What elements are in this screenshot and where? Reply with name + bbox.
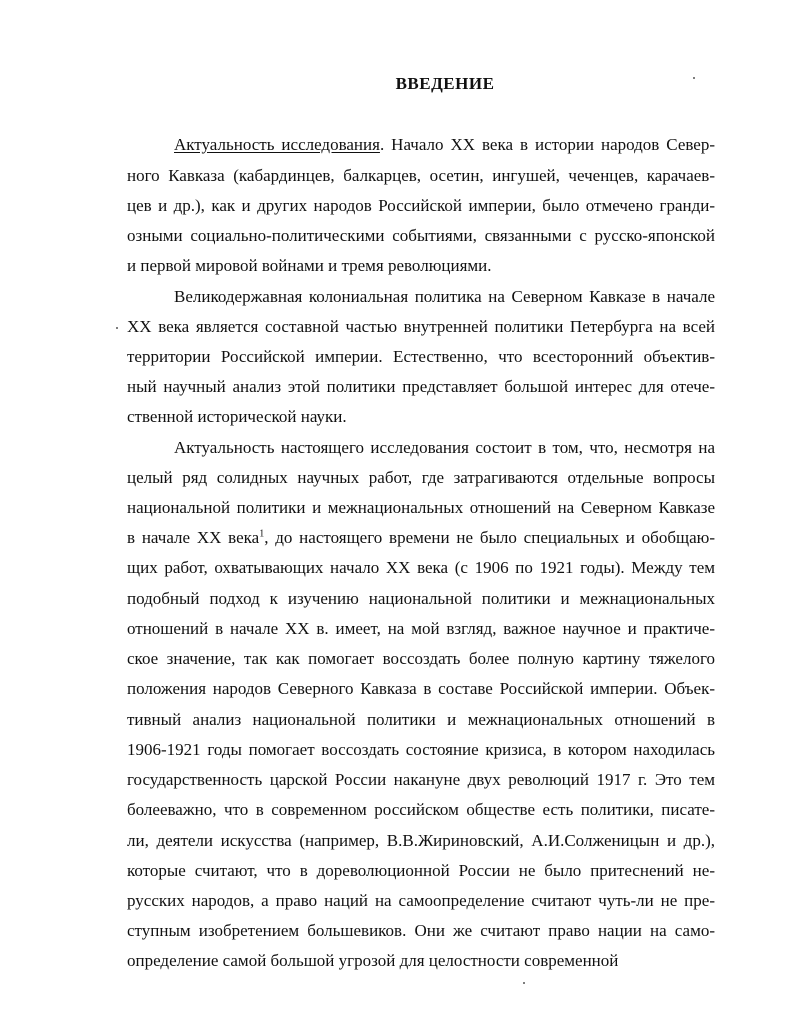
- scan-speck: [523, 982, 525, 984]
- text-line: русских народов, а право наций на самоопределение считают чуть-ли не пре-: [127, 891, 715, 910]
- scan-speck: [116, 327, 118, 329]
- text-span: в начале XX века: [127, 528, 260, 547]
- section-heading-underlined: Актуальность исследования: [174, 135, 380, 154]
- text-line: определение самой большой угрозой для целостности современной: [127, 951, 619, 970]
- text-line: щих работ, охватывающих начало XX века (с 1906 по 1921 годы). Между тем: [127, 558, 715, 577]
- text-line: 1906-1921 годы помогает воссоздать состояние кризиса, в котором находилась: [127, 740, 715, 759]
- text-line: тивный анализ национальной политики и межнациональных отношений в: [127, 710, 715, 729]
- text-line: [174, 135, 715, 155]
- text-line: и первой мировой войнами и тремя революциями.: [127, 256, 492, 275]
- text-line: ступным изобретением большевиков. Они же считают право нации на само-: [127, 921, 715, 940]
- text-line: болееважно, что в современном российском обществе есть политики, писате-: [127, 800, 715, 819]
- text-line: ли, деятели искусства (например, В.В.Жириновский, А.И.Солженицын и др.),: [127, 831, 715, 850]
- text-line: ственной исторической науки.: [127, 407, 347, 426]
- scan-speck: [693, 77, 695, 79]
- page-title: ВВЕДЕНИЕ: [395, 74, 495, 93]
- text-line: территории Российской империи. Естественно, что всесторонний объектив-: [127, 347, 715, 366]
- text-span: , до настоящего времени не было специальных и обобщаю-: [264, 528, 715, 547]
- text-line: подобный подход к изучению национальной политики и межнациональных: [127, 589, 715, 608]
- text-line: XX века является составной частью внутренней политики Петербурга на всей: [127, 317, 715, 336]
- text-line: ного Кавказа (кабардинцев, балкарцев, осетин, ингушей, чеченцев, карачаев-: [127, 166, 715, 185]
- text-line: отношений в начале XX в. имеет, на мой взгляд, важное научное и практиче-: [127, 619, 715, 638]
- text-line: которые считают, что в дореволюционной России не было притеснений не-: [127, 861, 715, 880]
- text-line: ный научный анализ этой политики представляет большой интерес для отече-: [127, 377, 715, 396]
- text-line: Великодержавная колониальная политика на Северном Кавказе в начале: [174, 287, 715, 306]
- text-line: цев и др.), как и других народов Российской империи, было отмечено гранди-: [127, 196, 715, 215]
- footnote-marker: 1: [259, 528, 265, 540]
- text-line: ское значение, так как помогает воссоздать более полную картину тяжелого: [127, 649, 715, 668]
- text-span: . Начало XX века в истории народов Север-: [379, 135, 715, 154]
- text-line: Актуальность настоящего исследования состоит в том, что, несмотря на: [174, 438, 715, 457]
- text-line: целый ряд солидных научных работ, где затрагиваются отдельные вопросы: [127, 468, 715, 487]
- text-line: национальной политики и межнациональных отношений на Северном Кавказе: [127, 498, 715, 517]
- text-line: положения народов Северного Кавказа в составе Российской империи. Объек-: [127, 679, 715, 698]
- text-line: государственность царской России накануне двух революций 1917 г. Это тем: [127, 770, 715, 789]
- text-line: [127, 528, 715, 548]
- text-line: озными социально-политическими событиями, связанными с русско-японской: [127, 226, 715, 245]
